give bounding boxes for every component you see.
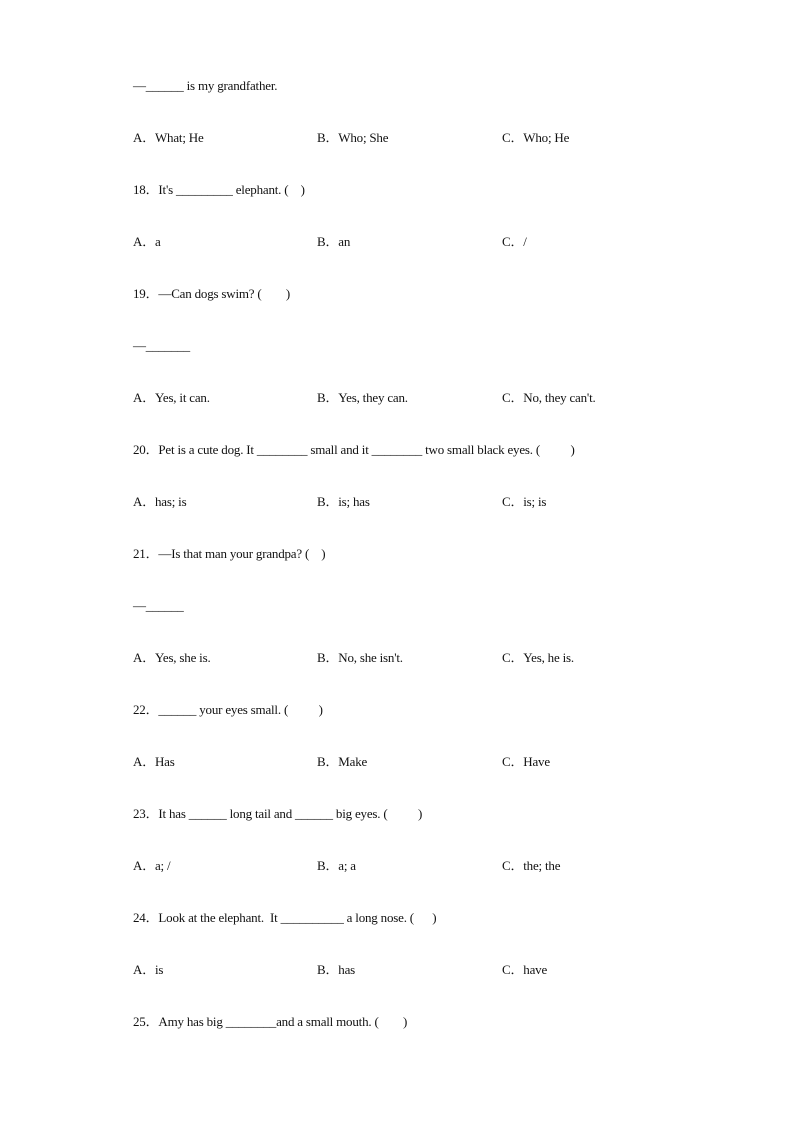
q17-option-a: A．What; He — [133, 130, 204, 145]
q17-answer-line: —______ is my grandfather. — [133, 78, 278, 93]
q22-option-b: B．Make — [317, 754, 368, 769]
q20-question: 20．Pet is a cute dog. It ________ small and it ________ two small black eyes. ( ) — [133, 442, 575, 457]
q23-option-a: A．a; / — [133, 858, 171, 873]
q18-option-c: C．/ — [502, 234, 527, 249]
q23-question: 23．It has ______ long tail and ______ big eyes. ( ) — [133, 806, 423, 821]
q23-option-b: B．a; a — [317, 858, 356, 873]
q21-option-a: A．Yes, she is. — [133, 650, 211, 665]
q20-option-c: C．is; is — [502, 494, 547, 509]
q20-option-b: B．is; has — [317, 494, 370, 509]
q18-option-b: B．an — [317, 234, 351, 249]
q18-question: 18．It's _________ elephant. ( ) — [133, 182, 305, 197]
q17-option-b: B．Who; She — [317, 130, 389, 145]
q21-option-c: C．Yes, he is. — [502, 650, 574, 665]
q21-question: 21．—Is that man your grandpa? ( ) — [133, 546, 326, 561]
q22-option-a: A．Has — [133, 754, 175, 769]
q17-option-c: C．Who; He — [502, 130, 570, 145]
q25-question: 25．Amy has big ________and a small mouth. ( ) — [133, 1014, 408, 1029]
q24-option-a: A．is — [133, 962, 164, 977]
q23-option-c: C．the; the — [502, 858, 561, 873]
q18-option-a: A．a — [133, 234, 161, 249]
q24-question: 24．Look at the elephant. It __________ a long nose. ( ) — [133, 910, 437, 925]
q22-question: 22．______ your eyes small. ( ) — [133, 702, 323, 717]
q19-option-b: B．Yes, they can. — [317, 390, 408, 405]
q20-option-a: A．has; is — [133, 494, 187, 509]
q21-option-b: B．No, she isn't. — [317, 650, 403, 665]
q21-answer-line: —______ — [133, 598, 184, 613]
q24-option-c: C．have — [502, 962, 548, 977]
q19-answer-line: —_______ — [133, 338, 190, 353]
q19-question: 19．—Can dogs swim? ( ) — [133, 286, 291, 301]
q19-option-c: C．No, they can't. — [502, 390, 596, 405]
q19-option-a: A．Yes, it can. — [133, 390, 210, 405]
q22-option-c: C．Have — [502, 754, 550, 769]
q24-option-b: B．has — [317, 962, 356, 977]
